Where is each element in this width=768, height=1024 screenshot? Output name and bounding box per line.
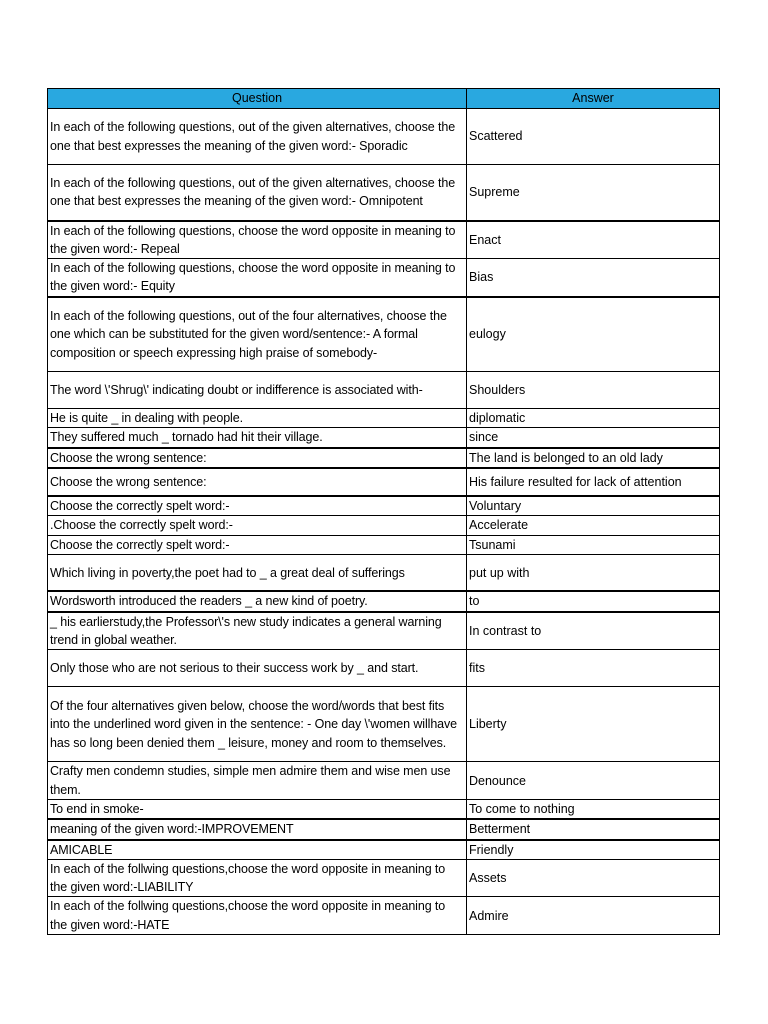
question-cell: In each of the follwing questions,choose the word opposite in meaning to the given word:-LIABILITY — [48, 859, 467, 897]
answer-cell: Shoulders — [467, 372, 720, 409]
question-cell: _ his earlierstudy,the Professor\'s new study indicates a general warning trend in global weather. — [48, 612, 467, 650]
question-column-header: Question — [48, 89, 467, 109]
table-row — [48, 409, 720, 428]
table-row — [48, 612, 720, 650]
question-cell: Wordsworth introduced the readers _ a new kind of poetry. — [48, 591, 467, 611]
question-cell: The word \'Shrug\' indicating doubt or indifference is associated with- — [48, 372, 467, 409]
table-row — [48, 221, 720, 259]
question-cell: In each of the following questions, choose the word opposite in meaning to the given word:- Repeal — [48, 221, 467, 259]
answer-cell: Denounce — [467, 762, 720, 800]
table-row — [48, 297, 720, 372]
header-row — [48, 89, 720, 109]
answer-cell: To come to nothing — [467, 799, 720, 819]
table-row — [48, 650, 720, 687]
answer-cell: Enact — [467, 221, 720, 259]
answer-cell: Bias — [467, 259, 720, 297]
question-cell: He is quite _ in dealing with people. — [48, 409, 467, 428]
question-cell: meaning of the given word:-IMPROVEMENT — [48, 819, 467, 839]
table-row — [48, 591, 720, 611]
table-row — [48, 897, 720, 935]
table-row — [48, 259, 720, 297]
answer-cell: Scattered — [467, 109, 720, 165]
answer-cell: to — [467, 591, 720, 611]
question-cell: Choose the wrong sentence: — [48, 448, 467, 468]
table-row — [48, 496, 720, 516]
table-row — [48, 535, 720, 554]
question-cell: Of the four alternatives given below, choose the word/words that best fits into the underlined word given in the sentence: - One day \'women willhave has so long been denied them _ leisure, money and room to themselves. — [48, 687, 467, 762]
table-row — [48, 372, 720, 409]
table-row — [48, 109, 720, 165]
answer-column-header: Answer — [467, 89, 720, 109]
table-row — [48, 687, 720, 762]
table-row — [48, 428, 720, 448]
question-cell: Crafty men condemn studies, simple men admire them and wise men use them. — [48, 762, 467, 800]
table-row — [48, 448, 720, 468]
table-row — [48, 165, 720, 221]
question-cell: In each of the following questions, out of the four alternatives, choose the one which can be substituted for the given word/sentence:- A formal composition or speech expressing high praise of somebody- — [48, 297, 467, 372]
table-row — [48, 859, 720, 897]
answer-cell: Voluntary — [467, 496, 720, 516]
answer-cell: Tsunami — [467, 535, 720, 554]
answer-cell: Admire — [467, 897, 720, 935]
answer-cell: Supreme — [467, 165, 720, 221]
question-cell: They suffered much _ tornado had hit their village. — [48, 428, 467, 448]
answer-cell: eulogy — [467, 297, 720, 372]
answer-cell: The land is belonged to an old lady — [467, 448, 720, 468]
answer-cell: Betterment — [467, 819, 720, 839]
table-row — [48, 468, 720, 496]
question-cell: Which living in poverty,the poet had to _ a great deal of sufferings — [48, 554, 467, 591]
question-cell: Choose the correctly spelt word:- — [48, 535, 467, 554]
table-row — [48, 516, 720, 535]
question-cell: Only those who are not serious to their success work by _ and start. — [48, 650, 467, 687]
table-row — [48, 819, 720, 839]
question-cell: In each of the following questions, out of the given alternatives, choose the one that best expresses the meaning of the given word:- Omnipotent — [48, 165, 467, 221]
question-cell: Choose the correctly spelt word:- — [48, 496, 467, 516]
answer-cell: diplomatic — [467, 409, 720, 428]
question-cell: In each of the following questions, out of the given alternatives, choose the one that best expresses the meaning of the given word:- Sporadic — [48, 109, 467, 165]
question-cell: .Choose the correctly spelt word:- — [48, 516, 467, 535]
answer-cell: Accelerate — [467, 516, 720, 535]
question-cell: In each of the following questions, choose the word opposite in meaning to the given word:- Equity — [48, 259, 467, 297]
answer-cell: Liberty — [467, 687, 720, 762]
answer-cell: Assets — [467, 859, 720, 897]
table-row — [48, 762, 720, 800]
question-cell: Choose the wrong sentence: — [48, 468, 467, 496]
answer-cell: His failure resulted for lack of attention — [467, 468, 720, 496]
table-row — [48, 799, 720, 819]
answer-cell: Friendly — [467, 840, 720, 860]
question-cell: In each of the follwing questions,choose the word opposite in meaning to the given word:-HATE — [48, 897, 467, 935]
qa-sheet — [47, 88, 719, 935]
question-cell: AMICABLE — [48, 840, 467, 860]
qa-table — [47, 88, 720, 935]
answer-cell: put up with — [467, 554, 720, 591]
answer-cell: fits — [467, 650, 720, 687]
answer-cell: In contrast to — [467, 612, 720, 650]
table-row — [48, 840, 720, 860]
question-cell: To end in smoke- — [48, 799, 467, 819]
answer-cell: since — [467, 428, 720, 448]
table-row — [48, 554, 720, 591]
